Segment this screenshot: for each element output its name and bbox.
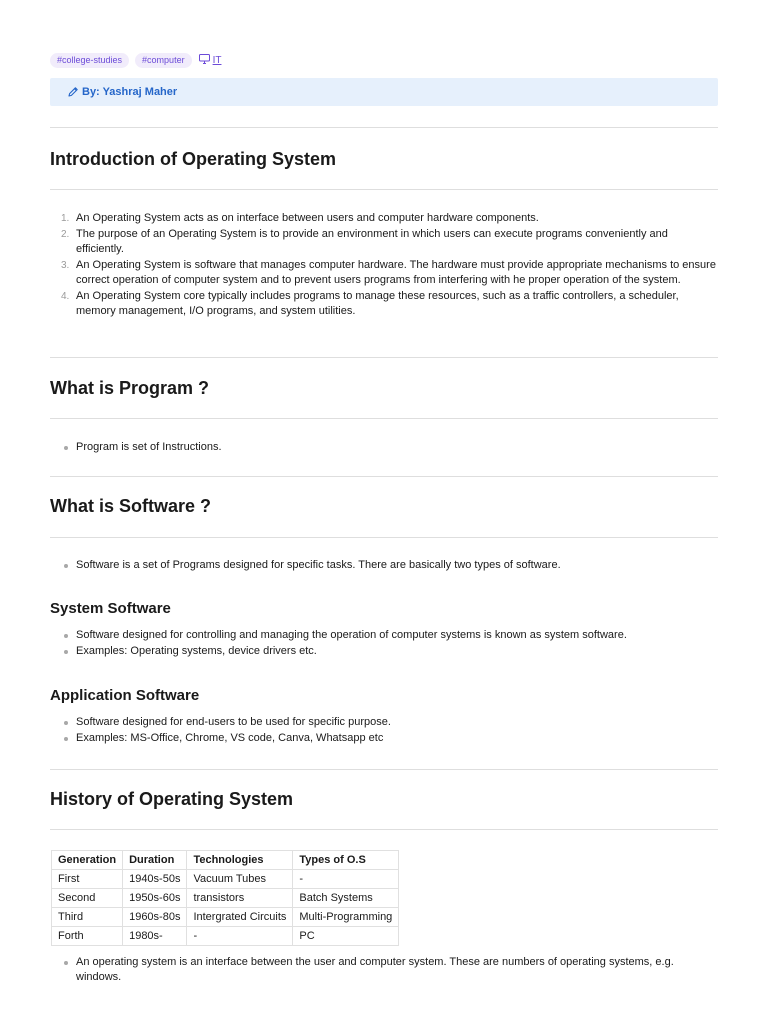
- list-item: Software designed for end-users to be used for specific purpose.: [50, 715, 718, 730]
- table-cell: 1980s-: [123, 927, 187, 946]
- software-list: [50, 558, 718, 574]
- table-cell: transistors: [187, 889, 293, 908]
- column-header: Technologies: [187, 851, 293, 870]
- column-header: Duration: [123, 851, 187, 870]
- table-header-row: [52, 851, 399, 870]
- heading-what-is-program: What is Program ?: [50, 378, 210, 398]
- heading-introduction: Introduction of Operating System: [50, 149, 337, 169]
- divider: [50, 357, 718, 358]
- table-row: [52, 908, 399, 927]
- monitor-icon: [199, 54, 210, 67]
- divider: [50, 829, 718, 830]
- table-cell: -: [293, 870, 399, 889]
- tag-link-label: IT: [212, 55, 222, 66]
- list-item: Examples: MS-Office, Chrome, VS code, Canva, Whatsapp etc: [50, 731, 718, 746]
- pencil-icon: [67, 86, 79, 98]
- divider: [50, 476, 718, 477]
- divider: [50, 189, 718, 190]
- table-cell: PC: [293, 927, 399, 946]
- tag-computer[interactable]: #computer: [135, 53, 192, 68]
- table-cell: 1960s-80s: [123, 908, 187, 927]
- table-cell: 1950s-60s: [123, 889, 187, 908]
- history-table: [51, 850, 399, 946]
- author-name: By: Yashraj Maher: [82, 86, 178, 98]
- list-item: Software designed for controlling and managing the operation of computer systems is known as system software.: [50, 628, 718, 643]
- tag-college-studies[interactable]: #college-studies: [50, 53, 129, 68]
- system-software-list: [50, 628, 718, 660]
- table-cell: First: [52, 870, 123, 889]
- list-item: 2. The purpose of an Operating System is to provide an environment in which users can execute programs conveniently and efficiently.: [61, 228, 668, 255]
- table-cell: Second: [52, 889, 123, 908]
- table-cell: Vacuum Tubes: [187, 870, 293, 889]
- list-item: An operating system is an interface between the user and computer system. These are numbers of operating systems, e.g. windows.: [50, 955, 718, 985]
- divider: [50, 127, 718, 128]
- divider: [50, 537, 718, 538]
- table-cell: Third: [52, 908, 123, 927]
- list-item: Program is set of Instructions.: [50, 440, 718, 455]
- intro-list: [50, 211, 718, 320]
- list-item: Examples: Operating systems, device drivers etc.: [50, 644, 718, 659]
- table-cell: -: [187, 927, 293, 946]
- heading-application-software: Application Software: [50, 687, 200, 704]
- tag-link-it[interactable]: [199, 54, 222, 67]
- column-header: Types of O.S: [293, 851, 399, 870]
- table-row: [52, 870, 399, 889]
- list-item: Software is a set of Programs designed for specific tasks. There are basically two types of software.: [50, 558, 718, 573]
- author-callout: [50, 78, 718, 106]
- heading-what-is-software: What is Software ?: [50, 496, 212, 516]
- table-cell: Intergrated Circuits: [187, 908, 293, 927]
- list-item: 1. An Operating System acts as on interface between users and computer hardware components.: [61, 212, 539, 224]
- table-row: [52, 889, 399, 908]
- list-item: 3. An Operating System is software that manages computer hardware. The hardware must provide appropriate mechanisms to ensure correct operation of computer system and to prevent users programs from interfering with he proper operation of the system.: [61, 259, 716, 286]
- table-cell: 1940s-50s: [123, 870, 187, 889]
- column-header: Generation: [52, 851, 123, 870]
- program-list: [50, 440, 718, 456]
- heading-history: History of Operating System: [50, 789, 294, 809]
- divider: [50, 418, 718, 419]
- history-list: [50, 955, 718, 986]
- divider: [50, 769, 718, 770]
- table-cell: Multi-Programming: [293, 908, 399, 927]
- list-item: 4. An Operating System core typically includes programs to manage these resources, such as a traffic controllers, a scheduler, memory management, I/O programs, and system utilities.: [61, 290, 679, 317]
- table-cell: Batch Systems: [293, 889, 399, 908]
- table-cell: Forth: [52, 927, 123, 946]
- tag-row: [50, 53, 221, 68]
- application-software-list: [50, 715, 718, 747]
- table-row: [52, 927, 399, 946]
- heading-system-software: System Software: [50, 600, 171, 617]
